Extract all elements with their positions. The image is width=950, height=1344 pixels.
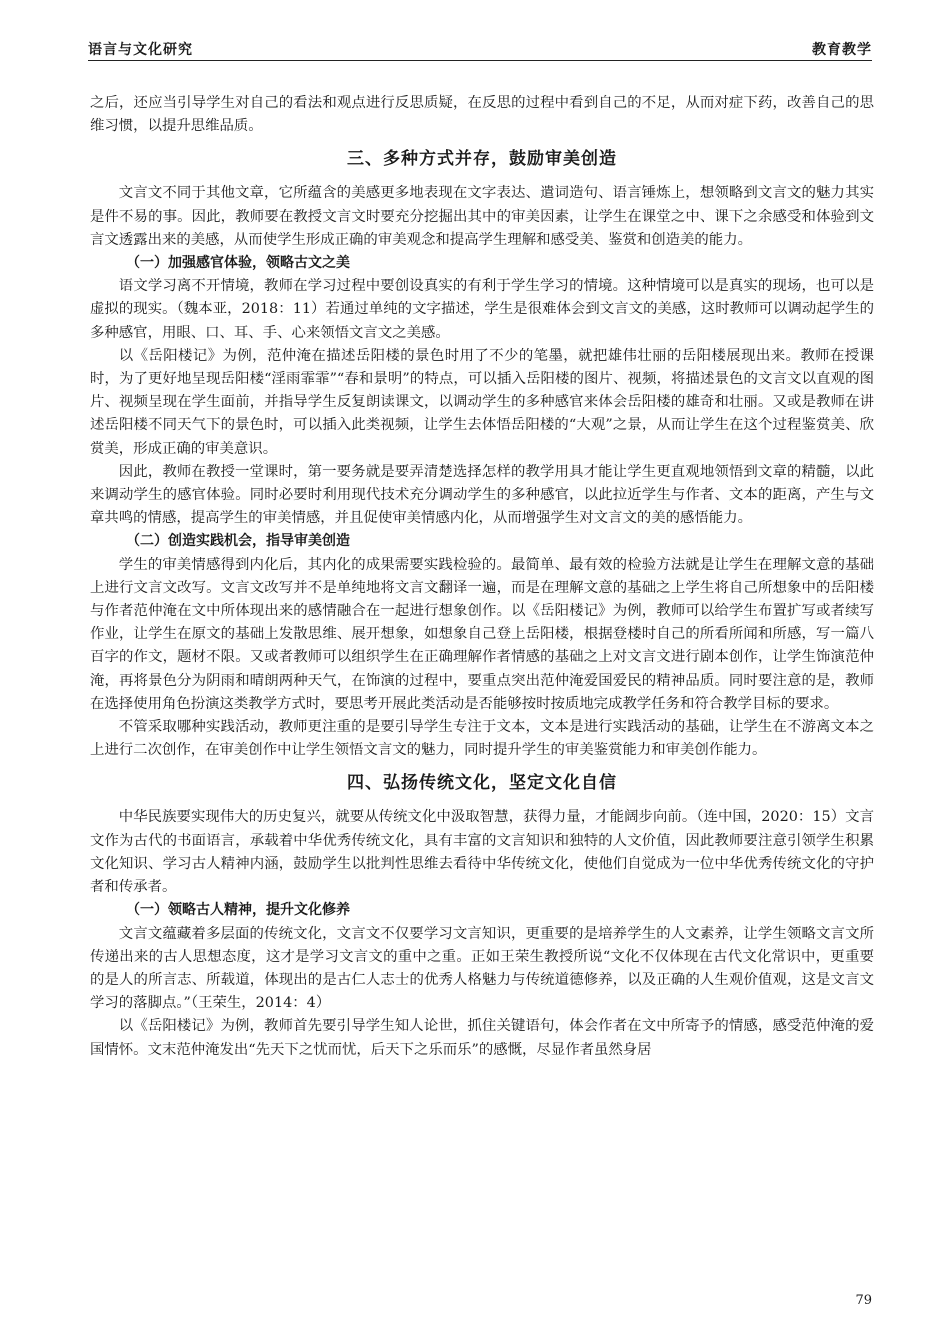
subsection-heading: （一）加强感官体验，领略古文之美 bbox=[126, 255, 350, 272]
section-heading-4: 四、弘扬传统文化，坚定文化自信 bbox=[347, 773, 617, 794]
paragraph: 文言文不同于其他文章，它所蕴含的美感更多地表现在文字表达、遣词造句、语言锤炼上，想领略到文言文的魅力其实是件不易的事。因此，教师要在教授文言文时要充分挖掘出其中的审美因素，让学生在课堂之中、课下之余感受和体验到文言文透露出来的美感，从而使学生形成正确的审美观念和提高学生理解和感受美、鉴赏和创造美的能力。 bbox=[90, 185, 874, 248]
paragraph: 以《岳阳楼记》为例，范仲淹在描述岳阳楼的景色时用了不少的笔墨，就把雄伟壮丽的岳阳楼展现出来。教师在授课时，为了更好地呈现岳阳楼“淫雨霏霏”“春和景明”的特点，可以插入岳阳楼的图片、视频，将描述景色的文言文以直观的图片、视频呈现在学生面前，并指导学生反复朗读课文，以调动学生的多种感官来体会岳阳楼的雄奇和壮丽。又或是教师在讲述岳阳楼不同天气下的景色时，可以插入此类视频，让学生去体悟岳阳楼的“大观”之景，从而让学生在这个过程鉴赏美、欣赏美，形成正确的审美意识。 bbox=[90, 347, 874, 457]
paragraph: 中华民族要实现伟大的历史复兴，就要从传统文化中汲取智慧，获得力量，才能阔步向前。（连中国，2020：15）文言文作为古代的书面语言，承载着中华优秀传统文化，具有丰富的文言知识和独特的人文价值，因此教师要注意引领学生积累文化知识、学习古人精神内涵，鼓励学生以批判性思维去看待中华传统文化，使他们自觉成为一位中华优秀传统文化的守护者和传承者。 bbox=[90, 809, 874, 896]
section-heading-3: 三、多种方式并存，鼓励审美创造 bbox=[347, 149, 617, 170]
paragraph: 文言文蕴藏着多层面的传统文化，文言文不仅要学习文言知识，更重要的是培养学生的人文素养，让学生领略文言文所传递出来的古人思想态度，这才是学习文言文的重中之重。正如王荣生教授所说“文化不仅体现在古代文化常识中，更重要的是人的所言志、所载道，体现出的是古仁人志士的优秀人格魅力与传统道德修养，以及正确的人生观价值观，这是文言文学习的落脚点。”（王荣生，2014：4） bbox=[90, 925, 874, 1012]
column-title: 教育教学 bbox=[812, 42, 872, 58]
subsection-heading: （一）领略古人精神，提升文化修养 bbox=[126, 902, 350, 919]
journal-title: 语言与文化研究 bbox=[88, 42, 193, 58]
subsection-heading: （二）创造实践机会，指导审美创造 bbox=[126, 533, 350, 550]
paragraph: 不管采取哪种实践活动，教师更注重的是要引导学生专注于文本，文本是进行实践活动的基础，让学生在不游离文本之上进行二次创作，在审美创作中让学生领悟文言文的魅力，同时提升学生的审美鉴赏能力和审美创作能力。 bbox=[90, 719, 874, 759]
paragraph: 以《岳阳楼记》为例，教师首先要引导学生知人论世，抓住关键语句，体会作者在文中所寄予的情感，感受范仲淹的爱国情怀。文末范仲淹发出“先天下之忧而忧，后天下之乐而乐”的感慨，尽显作者虽然身居 bbox=[90, 1018, 874, 1058]
paragraph: 学生的审美情感得到内化后，其内化的成果需要实践检验的。最简单、最有效的检验方法就是让学生在理解文意的基础上进行文言文改写。文言文改写并不是单纯地将文言文翻译一遍，而是在理解文意的基础之上学生将自己所想象中的岳阳楼与作者范仲淹在文中所体现出来的感情融合在一起进行想象创作。以《岳阳楼记》为例，教师可以给学生布置扩写或者续写作业，让学生在原文的基础上发散思维、展开想象，如想象自己登上岳阳楼，根据登楼时自己的所看所闻和所感，写一篇八百字的作文，题材不限。又或者教师可以组织学生在正确理解作者情感的基础之上对文言文进行剧本创作，让学生饰演范仲淹，再将景色分为阴雨和晴朗两种天气，在饰演的过程中，要重点突出范仲淹爱国爱民的精神品质。同时要注意的是，教师在选择使用角色扮演这类教学方式时，要思考开展此类活动是否能够按时按质地完成教学任务和符合教学目标的要求。 bbox=[90, 556, 874, 712]
paragraph: 语文学习离不开情境，教师在学习过程中要创设真实的有利于学生学习的情境。这种情境可以是真实的现场，也可以是虚拟的现实。（魏本亚，2018：11）若通过单纯的文字描述，学生是很难体会到文言文的美感，这时教师可以调动起学生的多种感官，用眼、口、耳、手、心来领悟文言文之美感。 bbox=[90, 278, 874, 341]
paragraph: 之后，还应当引导学生对自己的看法和观点进行反思质疑，在反思的过程中看到自己的不足，从而对症下药，改善自己的思维习惯，以提升思维品质。 bbox=[90, 95, 874, 135]
article-body bbox=[90, 92, 874, 1062]
running-header bbox=[88, 34, 872, 61]
page-number: 79 bbox=[855, 1293, 872, 1308]
paragraph: 因此，教师在教授一堂课时，第一要务就是要弄清楚选择怎样的教学用具才能让学生更直观地领悟到文章的精髓，以此来调动学生的感官体验。同时必要时利用现代技术充分调动学生的多种感官，以此拉近学生与作者、文本的距离，产生与文章共鸣的情感，提高学生的审美情感，并且促使审美情感内化，从而增强学生对文言文的美的感悟能力。 bbox=[90, 463, 874, 527]
